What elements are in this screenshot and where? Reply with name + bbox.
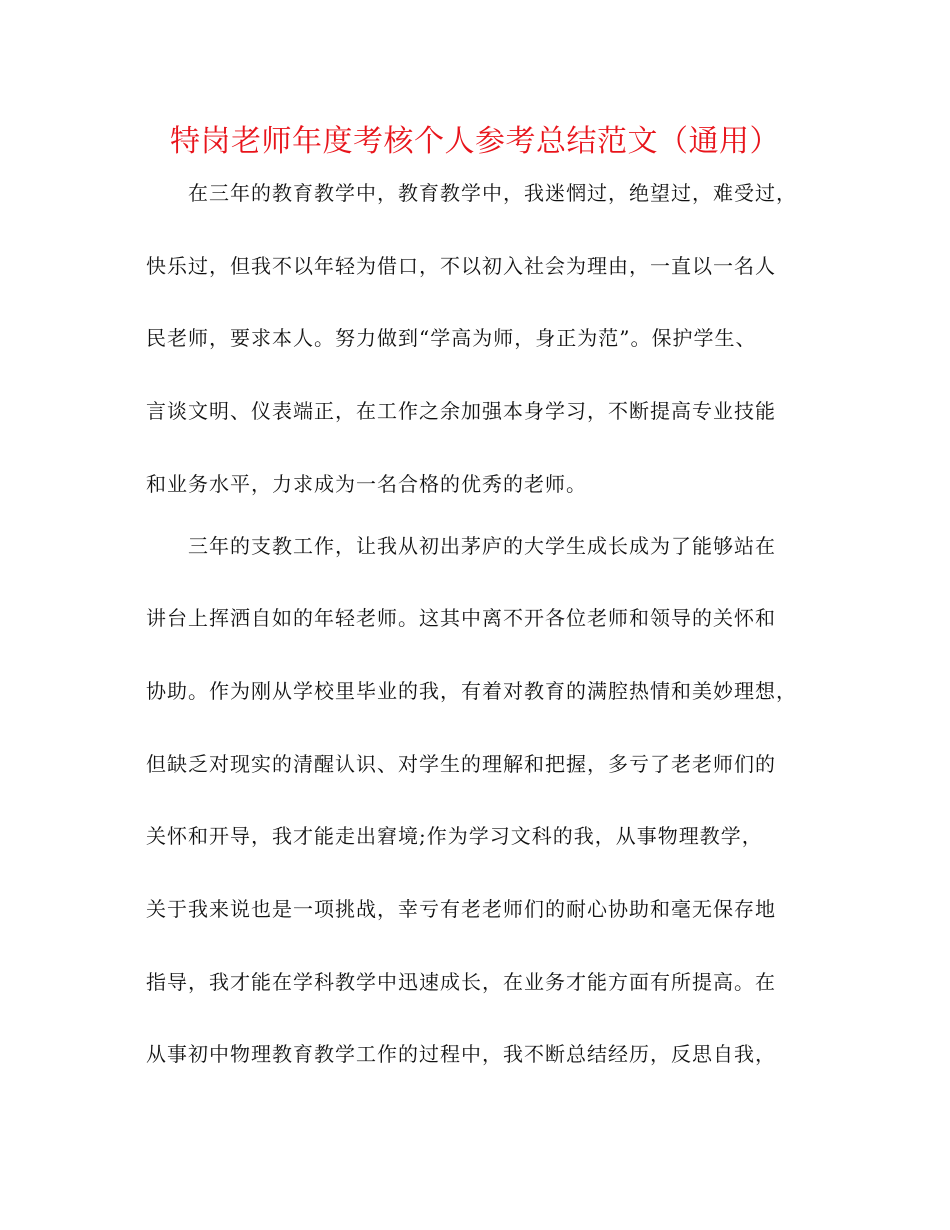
paragraph-2-line-3: 协助。作为刚从学校里毕业的我，有着对教育的满腔热情和美妙理想，: [146, 679, 797, 703]
paragraph-1-line-1: 在三年的教育教学中，教育教学中，我迷惘过，绝望过，难受过，: [188, 181, 797, 205]
paragraph-2-line-4: 但缺乏对现实的清醒认识、对学生的理解和把握，多亏了老老师们的: [146, 752, 776, 776]
paragraph-1-line-4: 言谈文明、仪表端正，在工作之余加强本身学习，不断提高专业技能: [146, 399, 776, 423]
paragraph-2-line-1: 三年的支教工作，让我从初出茅庐的大学生成长成为了能够站在: [188, 534, 776, 558]
document-title: 特岗老师年度考核个人参考总结范文（通用）: [170, 124, 780, 159]
paragraph-1-line-5: 和业务水平，力求成为一名合格的优秀的老师。: [146, 472, 587, 496]
paragraph-2-line-6: 关于我来说也是一项挑战，幸亏有老老师们的耐心协助和毫无保存地: [146, 897, 776, 921]
paragraph-2-line-5: 关怀和开导，我才能走出窘境;作为学习文科的我，从事物理教学，: [146, 824, 763, 848]
paragraph-1-line-3: 民老师，要求本人。努力做到“学高为师，身正为范”。保护学生、: [146, 326, 757, 350]
paragraph-1-line-2: 快乐过，但我不以年轻为借口，不以初入社会为理由，一直以一名人: [146, 254, 776, 278]
paragraph-2-line-7: 指导，我才能在学科教学中迅速成长，在业务才能方面有所提高。在: [146, 970, 776, 994]
paragraph-2-line-2: 讲台上挥洒自如的年轻老师。这其中离不开各位老师和领导的关怀和: [146, 606, 776, 630]
paragraph-2-line-8: 从事初中物理教育教学工作的过程中，我不断总结经历，反思自我，: [146, 1042, 776, 1066]
